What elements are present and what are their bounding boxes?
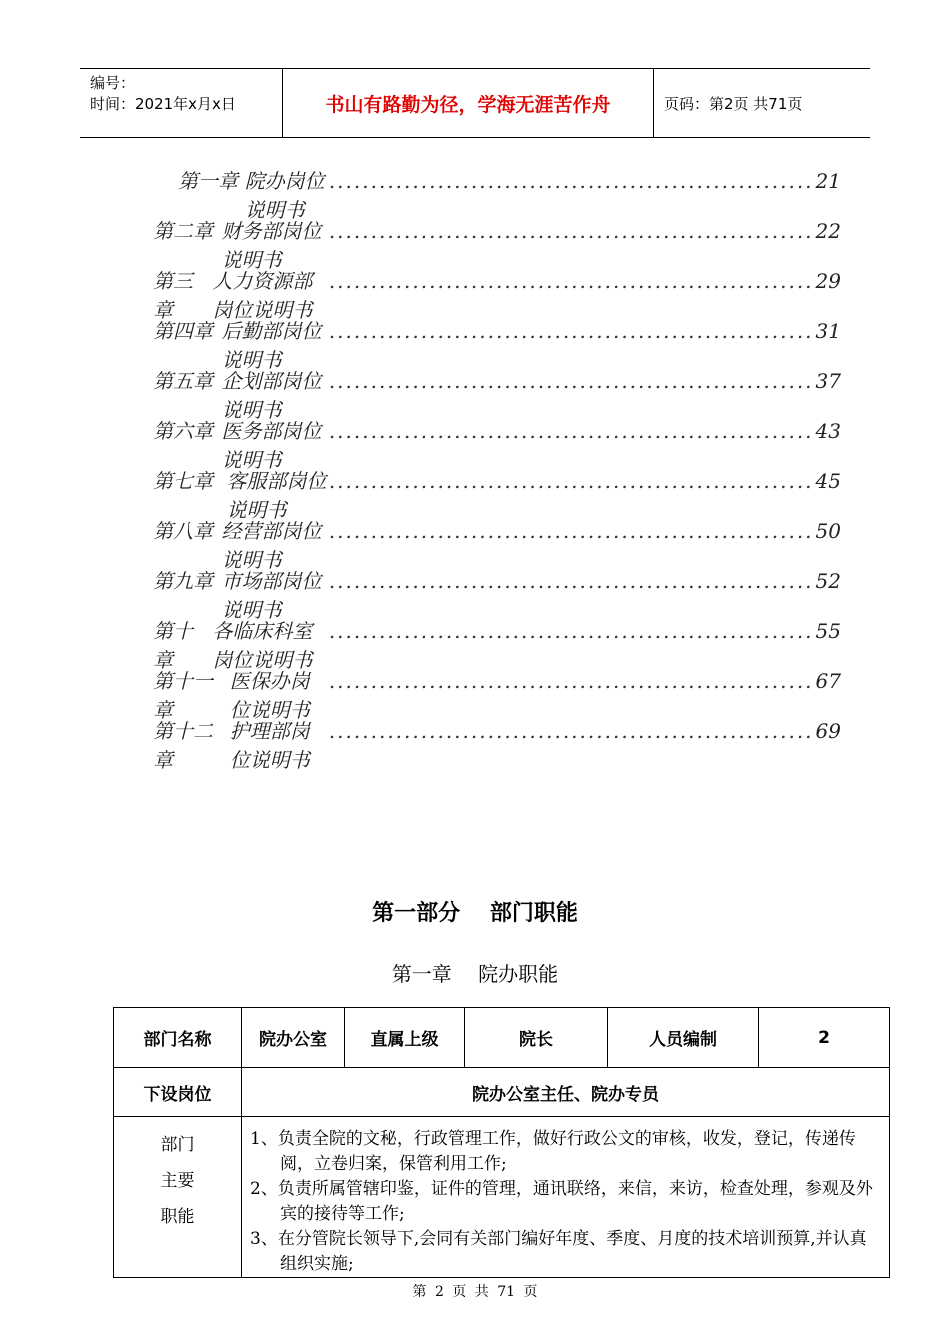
toc-page: 29 <box>815 269 841 293</box>
toc-page: 22 <box>815 219 841 243</box>
toc-title: 人力资源部岗位说明书 <box>212 269 313 322</box>
header-motto: 书山有路勤为径，学海无涯苦作舟 <box>283 69 654 137</box>
toc-entry[interactable] <box>153 715 841 772</box>
duty-item: 1、负责全院的文秘，行政管理工作，做好行政公文的审核，收发，登记，传递传阅，立卷归案，保管利用工作; <box>250 1129 856 1174</box>
toc-entry[interactable] <box>153 665 841 722</box>
toc-page: 50 <box>815 519 841 543</box>
toc-title: 后勤部岗位说明书 <box>221 319 322 372</box>
duties-label-line: 主要 <box>160 1171 195 1191</box>
toc-chapter: 第二章 <box>153 219 213 243</box>
toc-title: 医保办岗位说明书 <box>229 669 310 722</box>
header-meta <box>80 69 283 137</box>
toc-page: 37 <box>815 369 841 393</box>
superior-label: 直属上级 <box>345 1008 465 1068</box>
duty-item: 3、在分管院长领导下,会同有关部门编好年度、季度、月度的技术培训预算,并认真组织实施; <box>250 1229 867 1274</box>
page-footer: 第 2 页 共 71 页 <box>412 1284 538 1300</box>
toc-page: 31 <box>815 319 841 343</box>
toc-title: 财务部岗位说明书 <box>221 219 322 272</box>
toc-chapter: 第五章 <box>153 369 213 393</box>
toc-entry[interactable] <box>153 465 841 522</box>
toc-entry[interactable] <box>178 165 841 222</box>
toc-chapter: 第一章 <box>178 169 238 193</box>
toc-leader: .......................................................... <box>328 669 814 693</box>
document-time: 时间：2021年x月x日 <box>90 95 236 113</box>
toc-entry[interactable] <box>153 315 841 372</box>
toc-page: 52 <box>815 569 841 593</box>
staff-value: 2 <box>759 1008 890 1068</box>
toc-page: 21 <box>815 169 841 193</box>
toc-chapter: 第七章 <box>153 469 213 493</box>
toc-chapter: 第四章 <box>153 319 213 343</box>
toc-chapter: 第十二章 <box>153 719 213 772</box>
toc-title: 护理部岗位说明书 <box>229 719 310 772</box>
toc-leader: .......................................................... <box>328 219 814 243</box>
toc-chapter: 第九章 <box>153 569 213 593</box>
toc-leader: .......................................................... <box>328 619 814 643</box>
toc-title: 医务部岗位说明书 <box>221 419 322 472</box>
toc-page: 45 <box>815 469 841 493</box>
toc-title: 企划部岗位说明书 <box>221 369 322 422</box>
part-title: 第一部分 部门职能 <box>372 901 578 926</box>
toc-page: 69 <box>815 719 841 743</box>
department-table <box>113 1007 890 1278</box>
superior-value: 院长 <box>465 1008 608 1068</box>
toc-leader: .......................................................... <box>328 719 814 743</box>
toc-leader: .......................................................... <box>328 419 814 443</box>
toc-leader: .......................................................... <box>328 169 814 193</box>
toc-chapter: 第六章 <box>153 419 213 443</box>
toc-page: 67 <box>815 669 841 693</box>
toc-entry[interactable] <box>153 515 841 572</box>
toc-entry[interactable] <box>153 265 841 322</box>
duty-item: 2、负责所属管辖印鉴，证件的管理，通讯联络，来信，来访，检查处理，参观及外宾的接待等工作; <box>250 1179 873 1224</box>
toc-entry[interactable] <box>153 365 841 422</box>
toc-leader: .......................................................... <box>328 519 814 543</box>
toc-chapter: 第八章 <box>153 519 213 543</box>
dept-name-value: 院办公室 <box>242 1008 345 1068</box>
table-row <box>114 1117 890 1278</box>
toc-chapter: 第十一章 <box>153 669 213 722</box>
toc-title: 市场部岗位说明书 <box>221 569 322 622</box>
toc-entry[interactable] <box>153 565 841 622</box>
posts-value: 院办公室主任、院办专员 <box>242 1068 890 1117</box>
toc-leader: .......................................................... <box>328 319 814 343</box>
table-row <box>114 1008 890 1068</box>
chapter-title: 第一章 院办职能 <box>391 962 559 986</box>
dept-name-label: 部门名称 <box>114 1008 242 1068</box>
toc-chapter: 第十章 <box>153 619 193 672</box>
toc-title: 院办岗位说明书 <box>244 169 325 222</box>
toc-chapter: 第三章 <box>153 269 193 322</box>
table-row <box>114 1068 890 1117</box>
toc-title: 各临床科室岗位说明书 <box>212 619 313 672</box>
toc-leader: .......................................................... <box>328 269 814 293</box>
toc-entry[interactable] <box>153 215 841 272</box>
posts-label: 下设岗位 <box>114 1068 242 1117</box>
duties-label-line: 部门 <box>160 1135 195 1155</box>
toc-leader: .......................................................... <box>328 469 814 493</box>
toc-page: 55 <box>815 619 841 643</box>
header-page-info: 页码：第2页 共71页 <box>664 94 803 113</box>
toc-title: 客服部岗位说明书 <box>226 469 327 522</box>
staff-label: 人员编制 <box>608 1008 759 1068</box>
toc-leader: .......................................................... <box>328 369 814 393</box>
toc-entry[interactable] <box>153 415 841 472</box>
document-number-label: 编号： <box>90 74 136 92</box>
duties-label <box>114 1117 242 1278</box>
toc-entry[interactable] <box>153 615 841 672</box>
duties-list <box>242 1117 890 1278</box>
duties-label-line: 职能 <box>160 1207 195 1227</box>
page-header <box>80 68 870 138</box>
toc-title: 经营部岗位说明书 <box>221 519 322 572</box>
toc-page: 43 <box>815 419 841 443</box>
toc-leader: .......................................................... <box>328 569 814 593</box>
